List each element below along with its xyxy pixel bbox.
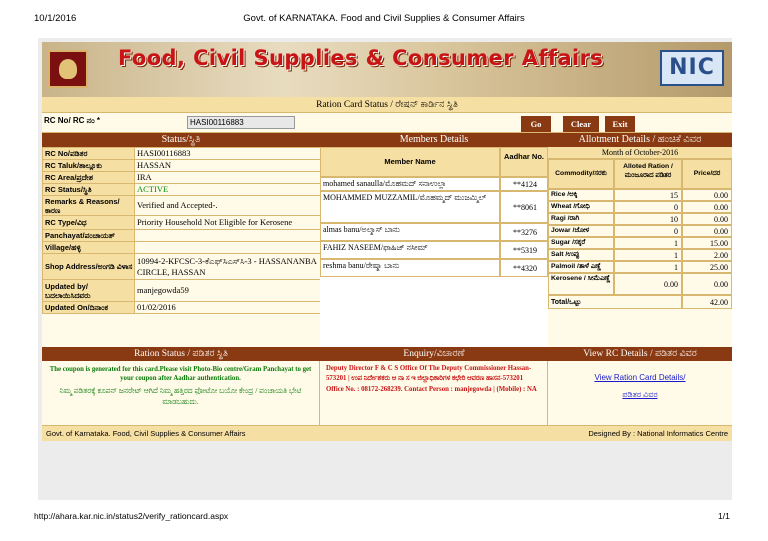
commodity-name: Rice /ಅಕ್ಕಿ [548, 189, 614, 201]
commodity-name: Ragi /ರಾಗಿ [548, 213, 614, 225]
print-url: http://ahara.kar.nic.in/status2/verify_rationcard.aspx [34, 511, 229, 521]
status-row [43, 172, 321, 184]
status-row [43, 196, 321, 216]
allotment-table [548, 147, 732, 347]
member-aadhar: **5319 [500, 241, 548, 259]
member-name: MOHAMMED MUZZAMIL/ಮೊಹಮ್ಮದ್ ಮುಜಮ್ಮಿಲ್ [320, 191, 500, 223]
karnataka-emblem-icon [48, 50, 88, 88]
member-aadhar: **3276 [500, 223, 548, 241]
go-button[interactable]: Go [521, 116, 551, 132]
status-value: IRA [137, 172, 152, 182]
commodity-price: 0.00 [682, 189, 732, 201]
ration-status-heading: Ration Status / ಪಡಿತರ ಸ್ಥಿತಿ [42, 347, 320, 361]
rc-number-label: RC No/ RC ನಂ * [44, 116, 100, 125]
commodity-price: 0.00 [682, 273, 732, 295]
print-title: Govt. of KARNATAKA. Food and Civil Supplies & Consumer Affairs [243, 13, 525, 24]
commodity-header: Commodity/ಸರಕು [548, 159, 614, 189]
commodity-price: 0.00 [682, 225, 732, 237]
member-name: reshma banu/ರೇಷ್ಮಾ ಬಾನು [320, 259, 500, 277]
status-row [43, 148, 321, 160]
status-value: manjegowda59 [137, 285, 189, 295]
footer-bar [42, 425, 732, 441]
status-row [43, 160, 321, 172]
view-rc-link-kn[interactable]: ಪಡಿತರ ವಿವರ [622, 390, 658, 399]
status-row [43, 302, 321, 314]
commodity-price: 15.00 [682, 237, 732, 249]
commodity-name: Kerosene / ಸೀಮೆಎಣ್ಣೆ [548, 273, 614, 295]
status-label: Remarks & Reasons/ ಕಾರಣ [45, 196, 120, 215]
member-aadhar: **4124 [500, 177, 548, 191]
status-label: RC Area/ಪ್ರದೇಶ [45, 173, 93, 182]
banner-title: Food, Civil Supplies & Consumer Affairs [118, 46, 604, 70]
member-aadhar: **8061 [500, 191, 548, 223]
status-label: Updated by/ ಬದಲಾಯಿಸಿದವರು [45, 281, 91, 300]
ration-status-message-kn: ನಿಮ್ಮ ಪಡಿತರಕ್ಕೆ ಕೂಪನ್ ಜನರೇಟ್ ಆಗಿದೆ ನಿಮ್ಮ ಹತ್ತಿರದ ಫೋಟೋ ಬಯೋ ಕೇಂದ್ರ / ಪಂಚಾಯತಿ ಭೇಟಿ ಮಾಡಬಹುದು. [59, 386, 302, 406]
view-rc-panel [548, 361, 732, 425]
enquiry-office: Deputy Director F & C S Office Of The Deputy Commissioner Hassan-573201 | ಉಪ ನಿರ್ದೇಶಕರು ಆ ನಾ ಸ ಇ ಜಿಲ್ಲಾಧಿಕಾರಿಗಳ ಕಛೇರಿ ಆವರಣ ಹಾಸನ-573201 [326, 365, 532, 382]
allotment-month: Month of October-2016 [548, 147, 732, 159]
status-row [43, 254, 321, 280]
status-value: HASI00116883 [137, 148, 191, 158]
enquiry-heading: Enquiry/ವಿಚಾರಣೆ [320, 347, 548, 361]
commodity-name: Palmoil /ತಾಳೆ ಎಣ್ಣೆ [548, 261, 614, 273]
view-rc-link[interactable]: View Ration Card Details/ [594, 373, 686, 382]
ration-status-message-en: The coupon is generated for this card.Please visit Photo-Bio centre/Gram Panchayat to get your coupon after Aadhar authentication. [49, 366, 312, 382]
status-value: 10994-2-KFCSC-3-ಕೆಎಫ್‌ಸಿಎಸ್‌ಸಿ-3 - HASSANANBA CIRCLE, HASSAN [137, 255, 317, 277]
status-value: HASSAN [137, 160, 172, 170]
nic-logo: NIC [660, 50, 724, 86]
enquiry-contact: Office No. : 08172-268239. Contact Person : manjegowda | (Mobile) : NA [326, 386, 537, 393]
member-name: almas banu/ಅಲ್ಮಾಸ್ ಬಾನು [320, 223, 500, 241]
commodity-price: 0.00 [682, 213, 732, 225]
total-label: Total/ಒಟ್ಟು [548, 295, 682, 309]
commodity-name: Wheat /ಗೋಧಿ [548, 201, 614, 213]
member-name-header: Member Name [320, 147, 500, 177]
commodity-name: Sugar /ಸಕ್ಕರೆ [548, 237, 614, 249]
status-label: RC No/ಪಡಿತರ [45, 149, 88, 158]
status-row [43, 242, 321, 254]
enquiry-panel [320, 361, 548, 425]
alloted-ration: 1 [614, 249, 682, 261]
commodity-name: Salt /ಉಪ್ಪು [548, 249, 614, 261]
footer-right: Designed By : National Informatics Centre [588, 429, 728, 438]
status-label: RC Type/ವಿಧ [45, 218, 87, 227]
status-value: Priority Household Not Eligible for Kerosene [137, 217, 293, 227]
status-label: Village/ಹಳ್ಳಿ [45, 243, 81, 252]
alloted-ration: 10 [614, 213, 682, 225]
total-price: 42.00 [682, 295, 732, 309]
status-value: 01/02/2016 [137, 302, 176, 312]
status-label: Updated On/ದಿನಾಂಕ [45, 303, 108, 312]
print-page-number: 1/1 [718, 511, 730, 521]
status-row [43, 230, 321, 242]
alloted-ration: 0 [614, 225, 682, 237]
commodity-price: 25.00 [682, 261, 732, 273]
footer-left: Govt. of Karnataka. Food, Civil Supplies & Consumer Affairs [46, 429, 246, 438]
exit-button[interactable]: Exit [605, 116, 635, 132]
alloted-ration: 0.00 [614, 273, 682, 295]
alloted-ration: 0 [614, 201, 682, 213]
status-row [43, 184, 321, 196]
status-row [43, 280, 321, 302]
status-label: Panchayat/ಪಂಚಾಯತ್ [45, 231, 115, 240]
commodity-price: 0.00 [682, 201, 732, 213]
page-title: Ration Card Status / ರೇಷನ್ ಕಾರ್ಡಿನ ಸ್ಥಿತಿ [42, 97, 732, 113]
member-name: mohamed sanaulla/ಮೊಹಮದ್ ಸನಾಉಲ್ಲಾ [320, 177, 500, 191]
alloted-ration: 1 [614, 237, 682, 249]
rc-number-input[interactable] [187, 116, 295, 129]
clear-button[interactable]: Clear [563, 116, 599, 132]
price-header: Price/ದರ [682, 159, 732, 189]
status-label: RC Taluk/ತಾಲ್ಲೂಕು [45, 161, 102, 170]
status-value: ACTIVE [137, 184, 169, 194]
view-rc-heading: View RC Details / ಪಡಿತರ ವಿವರ [548, 347, 732, 361]
aadhar-header: Aadhar No. [500, 147, 548, 177]
alloted-ration: 15 [614, 189, 682, 201]
ration-status-panel [42, 361, 320, 425]
status-table [42, 147, 320, 347]
status-value: Verified and Accepted-. [137, 200, 218, 210]
status-label: Shop Address/ಅಂಗಡಿ ವಿಳಾಸ [45, 262, 133, 271]
allotment-heading: Allotment Details / ಹಂಚಿಕೆ ವಿವರ [548, 133, 732, 147]
status-label: RC Status/ಸ್ಥಿತಿ [45, 185, 92, 194]
commodity-name: Jowar /ಜೋಳ [548, 225, 614, 237]
ration-header: Alloted Ration /ಮಂಜೂರಾದ ಪಡಿತರ [614, 159, 682, 189]
members-heading: Members Details [320, 133, 548, 147]
commodity-price: 2.00 [682, 249, 732, 261]
members-table [320, 147, 548, 347]
banner [42, 42, 732, 99]
member-aadhar: **4320 [500, 259, 548, 277]
alloted-ration: 1 [614, 261, 682, 273]
status-heading: Status/ಸ್ಥಿತಿ [42, 133, 320, 147]
status-row [43, 216, 321, 230]
print-date: 10/1/2016 [34, 13, 77, 24]
member-name: FAHIZ NASEEM/ಫಾಹಿಜ್ ನಸೀಮ್ [320, 241, 500, 259]
